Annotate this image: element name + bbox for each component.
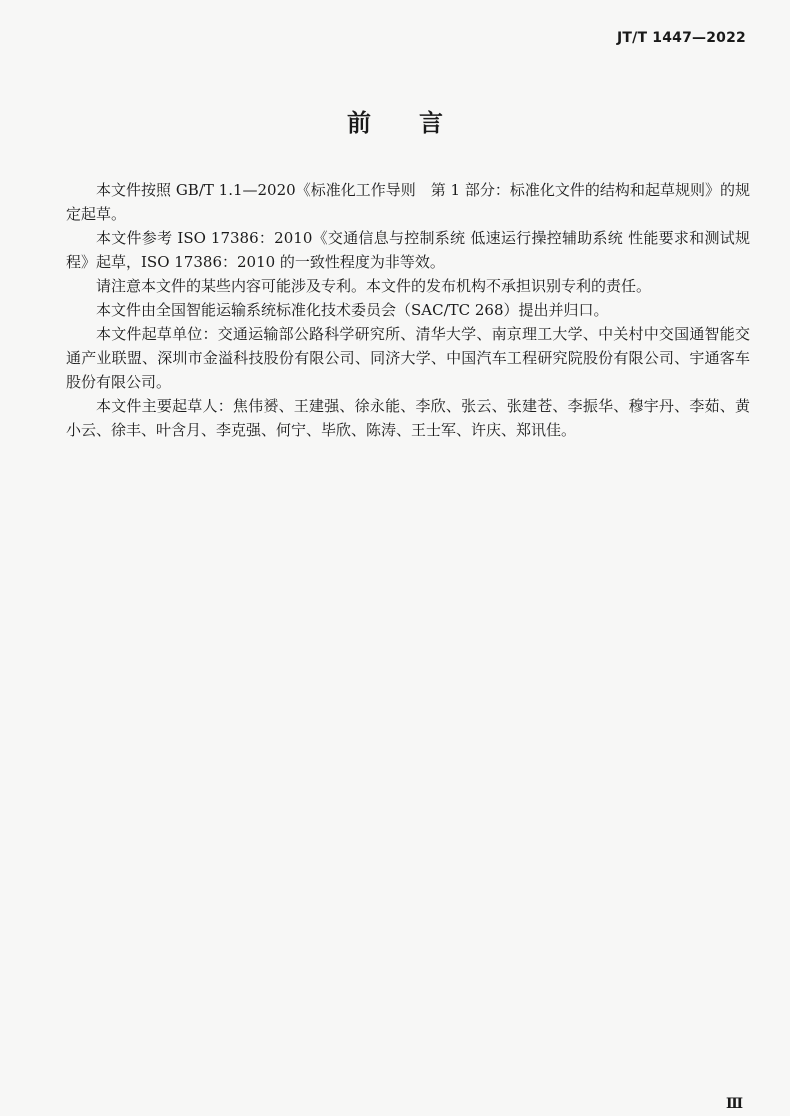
paragraph-drafting-units: 本文件起草单位：交通运输部公路科学研究所、清华大学、南京理工大学、中关村中交国通智能交通产业联盟、深圳市金溢科技股份有限公司、同济大学、中国汽车工程研究院股份有限公司、宇通客车股份有限公司。 [66,325,750,391]
page-number: Ⅲ [725,1096,742,1112]
document-code: JT/T 1447—2022 [616,30,746,46]
paragraph-proposer: 本文件由全国智能运输系统标准化技术委员会（SAC/TC 268）提出并归口。 [96,301,609,319]
paragraph-patent-notice: 请注意本文件的某些内容可能涉及专利。本文件的发布机构不承担识别专利的责任。 [96,277,652,295]
title-char-1: 前 [347,109,371,137]
page-title [0,103,790,138]
paragraph-drafters: 本文件主要起草人：焦伟赟、王建强、徐永能、李欣、张云、张建苍、李振华、穆宇丹、李茹、黄小云、徐丰、叶含月、李克强、何宁、毕欣、陈涛、王士军、许庆、郑讯佳。 [66,397,750,439]
foreword-body [66,178,750,442]
title-char-2: 言 [419,109,443,137]
paragraph-drafting-rules: 本文件按照 GB/T 1.1—2020《标准化工作导则 第 1 部分：标准化文件的结构和起草规则》的规定起草。 [66,181,750,223]
paragraph-reference-standard: 本文件参考 ISO 17386：2010《交通信息与控制系统 低速运行操控辅助系统 性能要求和测试规程》起草，ISO 17386：2010 的一致性程度为非等效。 [66,229,750,271]
